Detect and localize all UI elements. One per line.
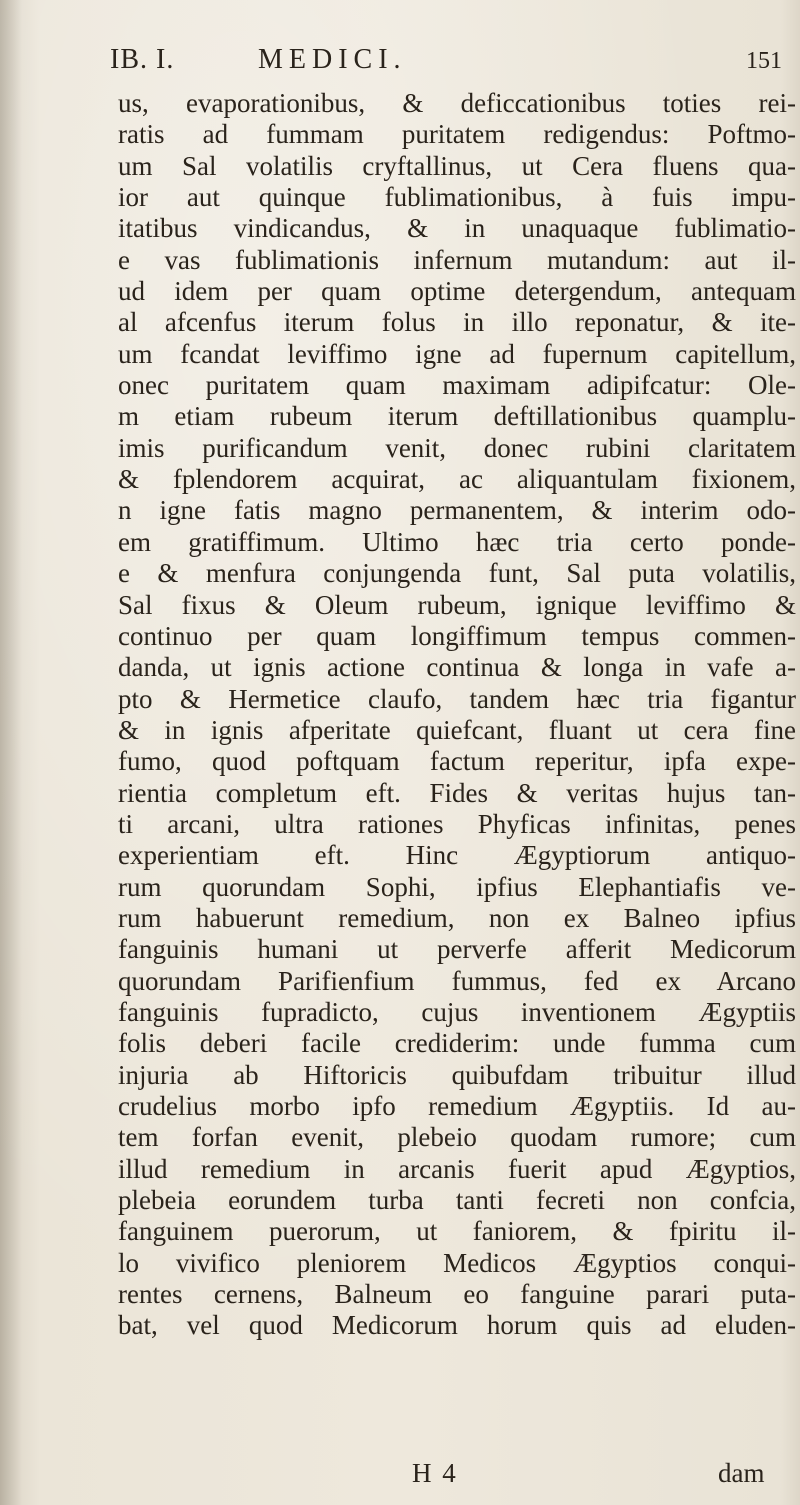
catchword: dam [718,1458,765,1488]
text-line: Sal fixus & Oleum rubeum, ignique leviffimo & [118,589,796,620]
running-head-title: MEDICI. [258,44,407,75]
text-line: ratis ad fummam puritatem redigendus: Poftmo- [118,119,796,150]
running-head-book-number: IB. I. [110,44,175,75]
text-line: fanguinis fupradicto, cujus inventionem Ægyptiis [118,996,796,1027]
text-line: injuria ab Hiftoricis quibufdam tribuitur illud [118,1059,796,1090]
body-text [118,88,796,1342]
text-line: & in ignis afperitate quiefcant, fluant ut cera fine [118,714,796,745]
text-line: rum quorundam Sophi, ipfius Elephantiafis ve- [118,871,796,902]
text-line: ior aut quinque fublimationibus, à fuis impu- [118,182,796,213]
text-line: rentes cernens, Balneum eo fanguine parari puta- [118,1279,796,1310]
running-head [110,44,790,84]
text-line: e & menfura conjungenda funt, Sal puta volatilis, [118,558,796,589]
text-line: um fcandat leviffimo igne ad fupernum capitellum, [118,338,796,369]
text-line: plebeia eorundem turba tanti fecreti non confcia, [118,1185,796,1216]
text-line: crudelius morbo ipfo remedium Ægyptiis. Id au- [118,1091,796,1121]
text-line: al afcenfus iterum folus in illo reponatur, & ite- [118,307,796,338]
text-line: pto & Hermetice claufo, tandem hæc tria figantur [118,683,796,714]
text-line: experientiam eft. Hinc Ægyptiorum antiquo- [118,840,796,871]
text-line: e vas fublimationis infernum mutandum: aut il- [118,244,796,275]
text-line: rum habuerunt remedium, non ex Balneo ipfius [118,902,796,933]
text-line: fanguinis humani ut perverfe afferit Medicorum [118,934,796,965]
text-line: onec puritatem quam maximam adipifcatur: Ole- [118,370,796,401]
page-number: 151 [746,48,782,74]
text-line: fanguinem puerorum, ut faniorem, & fpiritu il- [118,1216,796,1247]
signature-mark: H 4 [412,1458,458,1488]
text-line: illud remedium in arcanis fuerit apud Ægyptios, [118,1153,796,1184]
text-line: & fplendorem acquirat, ac aliquantulam fixionem, [118,464,796,495]
text-line: continuo per quam longiffimum tempus commen- [118,620,796,651]
text-line: folis deberi facile crediderim: unde fumma cum [118,1028,796,1059]
text-line: itatibus vindicandus, & in unaquaque fublimatio- [118,213,796,244]
text-line: m etiam rubeum iterum deftillationibus quamplu- [118,401,796,432]
text-line: us, evaporationibus, & deficcationibus toties rei- [118,88,796,118]
text-line: fumo, quod poftquam factum reperitur, ipfa expe- [118,746,796,777]
text-line: ud idem per quam optime detergendum, antequam [118,276,796,307]
text-line: tem forfan evenit, plebeio quodam rumore; cum [118,1122,796,1153]
text-line: imis purificandum venit, donec rubini claritatem [118,432,796,463]
gutter-shadow [0,0,22,1505]
text-line: rientia completum eft. Fides & veritas hujus tan- [118,777,796,808]
text-line: n igne fatis magno permanentem, & interim odo- [118,495,796,526]
text-line: lo vivifico pleniorem Medicos Ægyptios conqui- [118,1247,796,1278]
text-line: ti arcani, ultra rationes Phyficas infinitas, penes [118,808,796,839]
text-line: quorundam Parifienfium fummus, fed ex Arcano [118,965,796,996]
text-line: um Sal volatilis cryftallinus, ut Cera fluens qua- [118,150,796,181]
text-line: danda, ut ignis actione continua & longa in vafe a- [118,652,796,683]
text-line: bat, vel quod Medicorum horum quis ad eluden- [118,1310,796,1341]
text-line: em gratiffimum. Ultimo hæc tria certo ponde- [118,526,796,557]
